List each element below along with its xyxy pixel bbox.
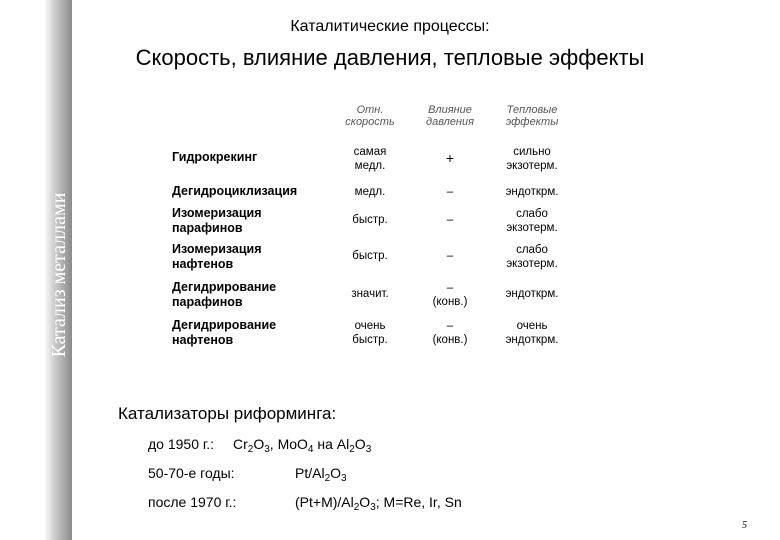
row-heat-cell: [492, 207, 572, 235]
row-process-name-line: Гидрокрекинг: [172, 150, 258, 164]
row-process-name-line: Дегидроциклизация: [172, 184, 298, 198]
row-process-name: [172, 280, 332, 310]
cell-line: быстр.: [352, 250, 388, 262]
cell-line: медл.: [354, 160, 386, 172]
row-pressure-cell: [410, 249, 490, 263]
row-heat-cell: [492, 319, 572, 347]
table-header-line: Влияние: [428, 104, 472, 116]
row-process-name-line: парафинов: [172, 221, 243, 235]
table-header-line: Отн.: [356, 104, 384, 116]
table-header: [492, 104, 572, 128]
catalyst-period: 50-70-е годы:: [148, 465, 235, 481]
row-process-name-line: Дегидрирование: [172, 280, 277, 294]
cell-line: (конв.): [432, 296, 468, 308]
cell-line: медл.: [354, 186, 386, 198]
table-header-line: эффекты: [505, 116, 559, 128]
row-process-name-line: нафтенов: [172, 257, 234, 271]
cell-line: очень: [516, 320, 548, 332]
row-pressure-cell: [410, 185, 490, 199]
catalyst-period: после 1970 г.:: [148, 494, 237, 510]
row-rate-cell: [330, 213, 410, 227]
slide-title: Скорость, влияние давления, тепловые эффекты: [135, 45, 645, 70]
cell-line: очень: [354, 320, 386, 332]
cell-line: сильно: [513, 146, 551, 158]
row-pressure-cell: [410, 213, 490, 227]
catalyst-period: до 1950 г.:: [148, 436, 215, 452]
row-process-name-line: Изомеризация: [172, 242, 262, 256]
cell-line: –: [446, 250, 454, 262]
catalyst-formula: $Cr_2O_3$, MoO$_4$ на $Al_2O_3$: [233, 436, 372, 455]
table-header: [330, 104, 410, 128]
row-process-name-line: Дегидрирование: [172, 318, 277, 332]
cell-line: значит.: [351, 288, 389, 300]
cell-line: экзотерм.: [506, 160, 558, 172]
cell-line: (конв.): [432, 334, 468, 346]
cell-line: быстр.: [352, 214, 388, 226]
row-pressure-cell: [410, 151, 490, 165]
cell-line: слабо: [516, 244, 548, 256]
row-heat-cell: [492, 145, 572, 173]
table-header-line: давления: [426, 116, 474, 128]
cell-line: –: [446, 186, 454, 198]
cell-line: эндоткрм.: [505, 186, 559, 198]
cell-line: эндоткрм.: [505, 288, 559, 300]
row-rate-cell: [330, 185, 410, 199]
table-header-line: скорость: [345, 116, 395, 128]
row-process-name: [172, 318, 332, 348]
row-rate-cell: [330, 249, 410, 263]
cell-line: –: [446, 282, 454, 294]
table-row: [170, 316, 570, 352]
cell-line: экзотерм.: [506, 222, 558, 234]
table-row: [170, 142, 570, 178]
row-heat-cell: [492, 243, 572, 271]
row-process-name: [172, 206, 332, 236]
catalyst-formula: $Pt/Al_2O_3$: [295, 465, 347, 484]
row-process-name-line: парафинов: [172, 295, 243, 309]
row-process-name-line: Изомеризация: [172, 206, 262, 220]
row-process-name: [172, 150, 332, 165]
row-rate-cell: [330, 319, 410, 347]
table-header-line: Тепловые: [506, 104, 558, 116]
row-heat-cell: [492, 185, 572, 199]
side-title: Катализ металлами: [48, 192, 70, 358]
cell-line: быстр.: [352, 334, 388, 346]
row-heat-cell: [492, 287, 572, 301]
table-row: [170, 278, 570, 314]
row-rate-cell: [330, 145, 410, 173]
table-row: [170, 204, 570, 240]
table-row: [170, 240, 570, 276]
slide-supertitle: Каталитические процессы:: [290, 18, 490, 35]
row-pressure-cell: [410, 281, 490, 309]
row-process-name-line: нафтенов: [172, 333, 234, 347]
page-number: 5: [742, 520, 747, 531]
cell-line: –: [446, 320, 454, 332]
cell-line: самая: [353, 146, 387, 158]
catalyst-formula: $(Pt+M)/Al_2O_3$; M=Re, Ir, Sn: [295, 494, 462, 513]
cell-line: +: [445, 150, 455, 166]
cell-line: –: [446, 214, 454, 226]
cell-line: эндоткрм.: [505, 334, 559, 346]
row-process-name: [172, 242, 332, 272]
row-process-name: [172, 184, 332, 199]
row-rate-cell: [330, 287, 410, 301]
cell-line: слабо: [516, 208, 548, 220]
table-header: [410, 104, 490, 128]
row-pressure-cell: [410, 319, 490, 347]
cell-line: экзотерм.: [506, 258, 558, 270]
catalysts-title: Катализаторы риформинга:: [118, 404, 337, 423]
